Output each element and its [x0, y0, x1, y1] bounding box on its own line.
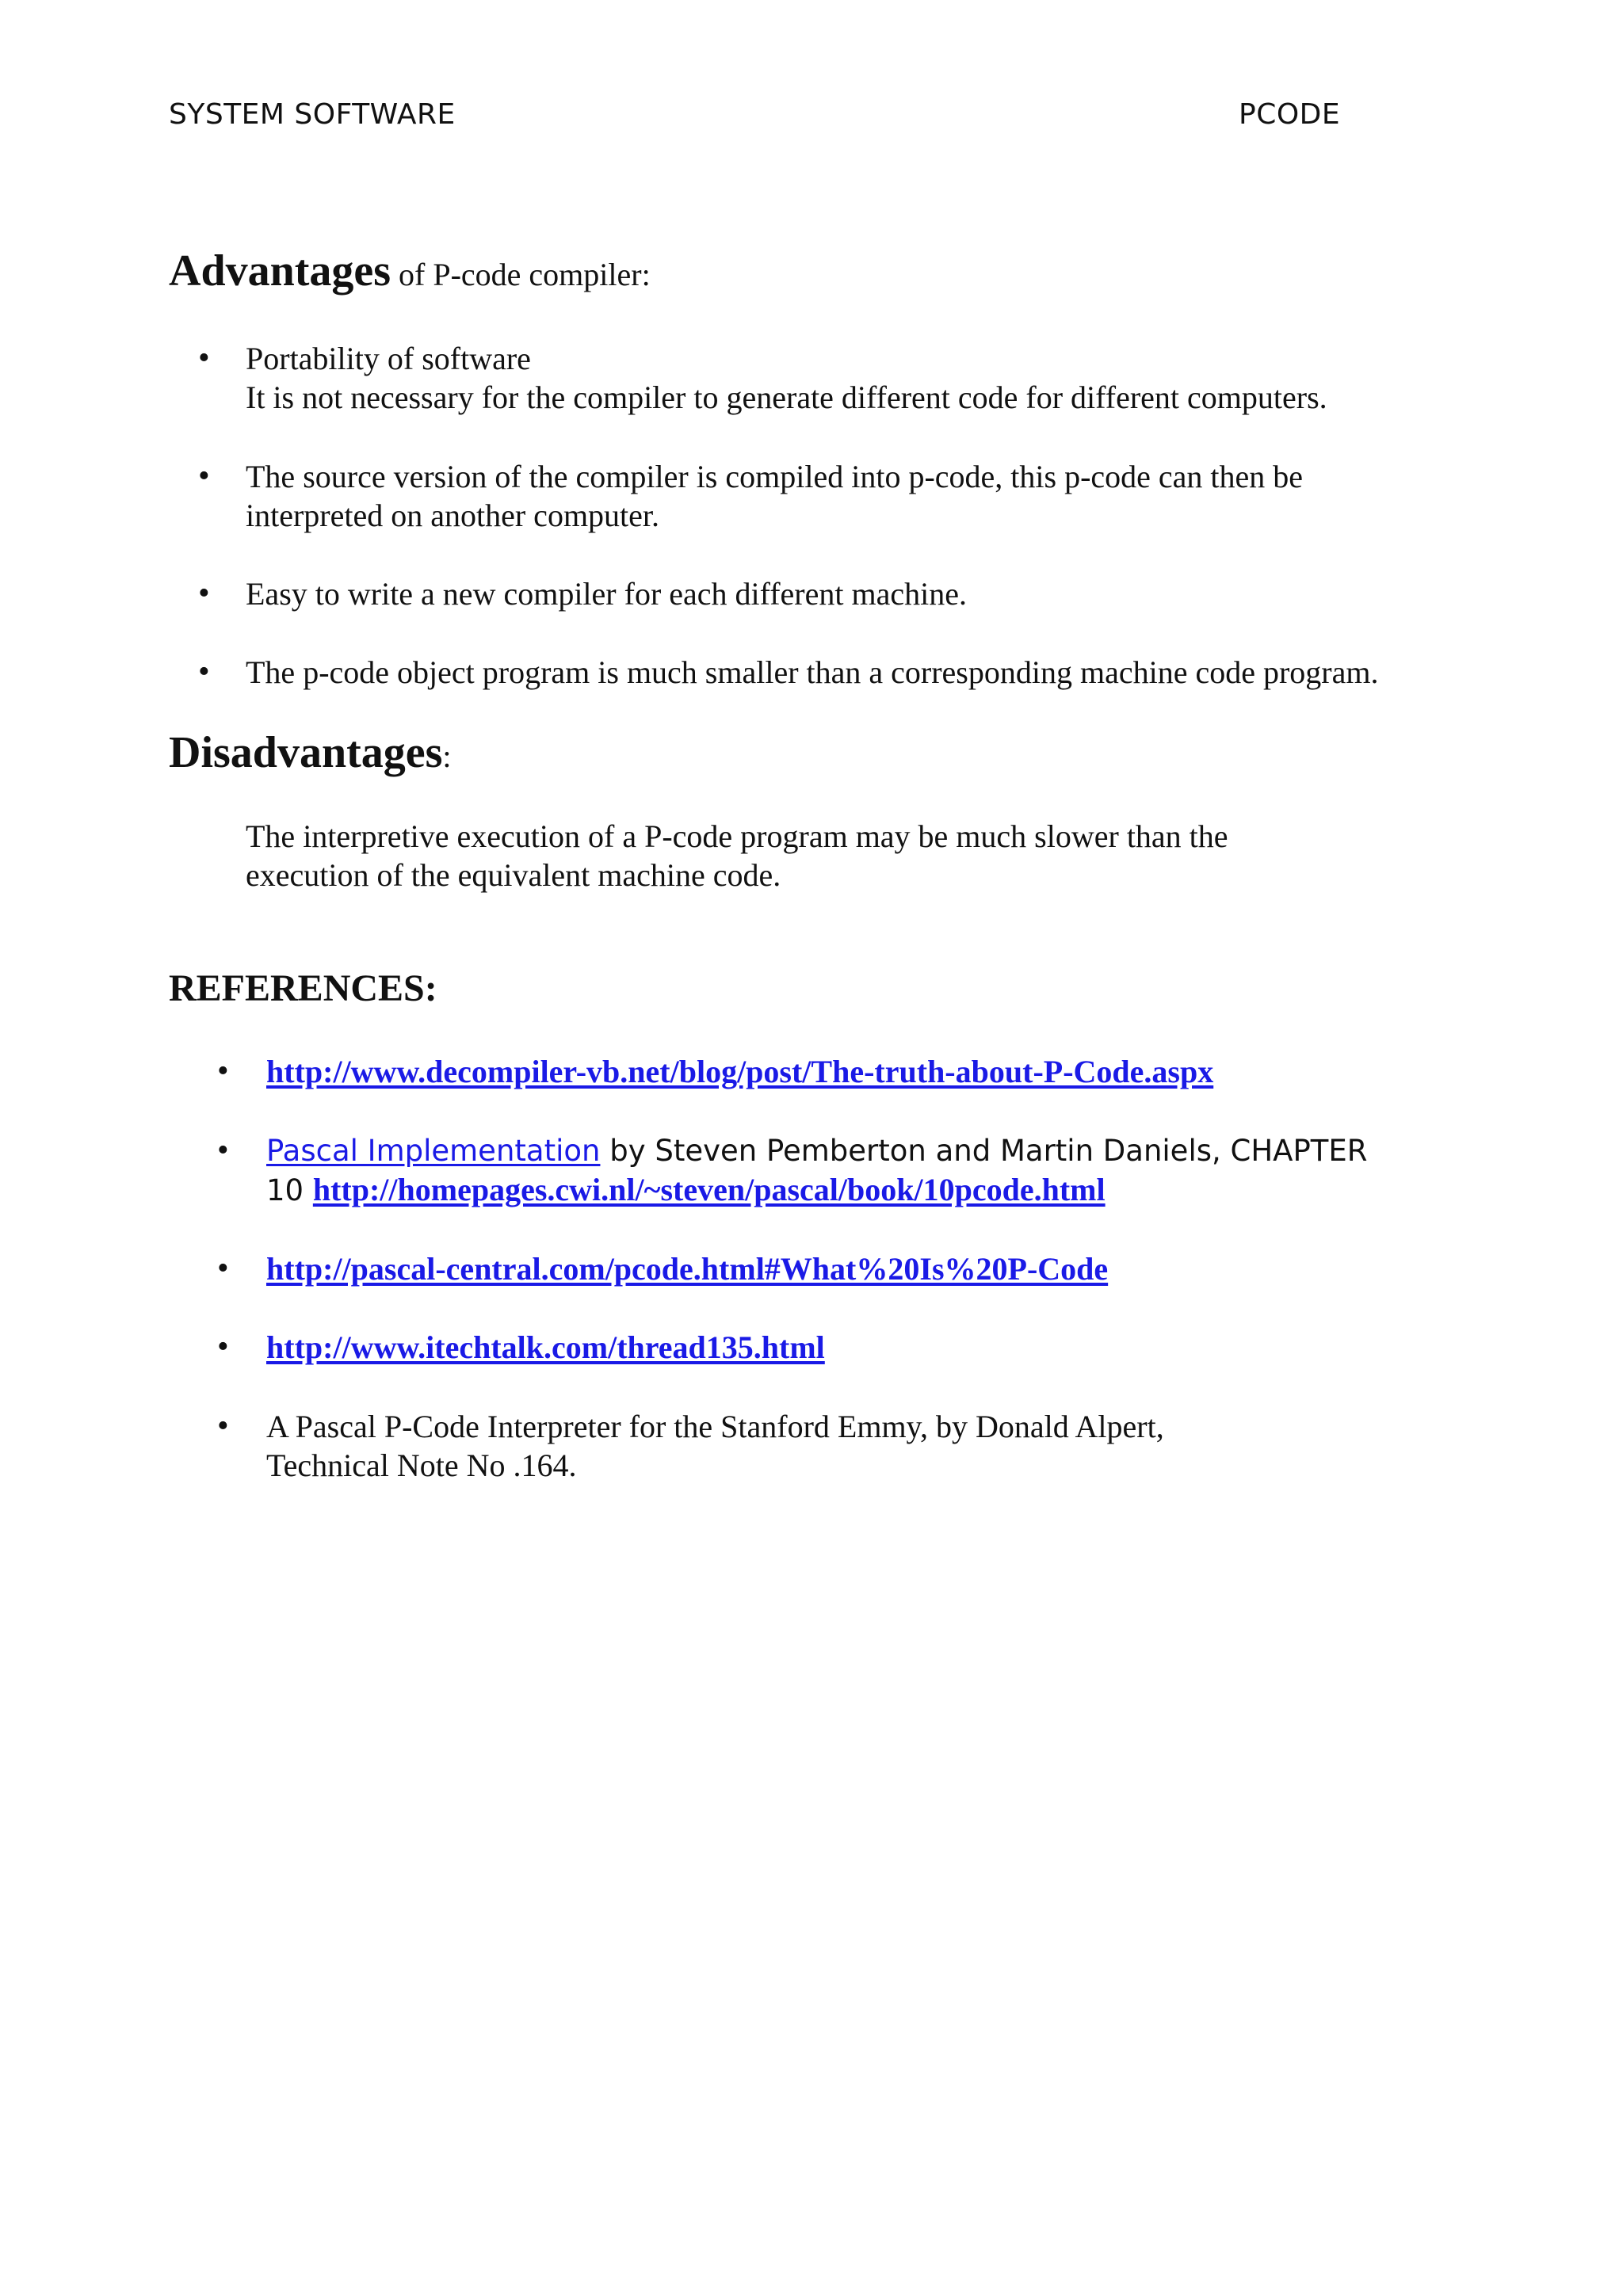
disadvantages-title: Disadvantages: [169, 728, 443, 777]
advantage-item: [246, 457, 1303, 535]
disadvantages-heading: [169, 727, 452, 778]
bullet-icon: •: [217, 1132, 229, 1169]
bullet-icon: •: [217, 1250, 229, 1287]
advantage-item-line: It is not necessary for the compiler to generate different code for different computers.: [246, 379, 1327, 415]
advantage-item-line: Portability of software: [246, 341, 531, 376]
disadvantages-suffix: :: [442, 738, 452, 774]
reference-line: [266, 1131, 1368, 1170]
reference-line: A Pascal P-Code Interpreter for the Stanford Emmy, by Donald Alpert,: [266, 1409, 1164, 1444]
reference-link[interactable]: http://www.decompiler-vb.net/blog/post/The-truth-about-P-Code.aspx: [266, 1054, 1214, 1089]
reference-line: [266, 1170, 1368, 1210]
reference-item: [266, 1328, 825, 1367]
advantage-item: [246, 339, 1327, 417]
reference-item: [266, 1249, 1108, 1288]
advantage-item-line: Easy to write a new compiler for each different machine.: [246, 576, 967, 612]
bullet-icon: •: [198, 654, 210, 690]
advantage-item: [246, 574, 967, 613]
reference-item: [266, 1407, 1164, 1485]
advantage-item-line: The p-code object program is much smaller than a corresponding machine code program.: [246, 654, 1379, 690]
bullet-icon: •: [217, 1329, 229, 1365]
bullet-icon: •: [198, 340, 210, 376]
bullet-icon: •: [198, 458, 210, 494]
bullet-icon: •: [217, 1408, 229, 1444]
reference-text: 10: [266, 1173, 313, 1207]
advantage-item-line: The source version of the compiler is compiled into p-code, this p-code can then be: [246, 459, 1304, 494]
reference-link[interactable]: Pascal Implementation: [266, 1134, 601, 1168]
advantage-item: [246, 653, 1379, 692]
reference-link[interactable]: http://www.itechtalk.com/thread135.html: [266, 1329, 825, 1365]
reference-text: by Steven Pemberton and Martin Daniels, CHAPTER: [600, 1134, 1368, 1168]
advantages-suffix: of P-code compiler:: [391, 257, 651, 292]
reference-line: Technical Note No .164.: [266, 1447, 577, 1483]
reference-link[interactable]: http://homepages.cwi.nl/~steven/pascal/book/10pcode.html: [312, 1172, 1106, 1207]
bullet-icon: •: [217, 1053, 229, 1089]
disadvantages-paragraph: [246, 817, 1228, 894]
advantage-item-line: interpreted on another computer.: [246, 498, 660, 533]
header-right: PCODE: [1239, 98, 1341, 131]
reference-item: [266, 1131, 1368, 1210]
bullet-icon: •: [198, 575, 210, 612]
header-left: SYSTEM SOFTWARE: [169, 98, 456, 131]
reference-item: [266, 1052, 1213, 1091]
reference-link[interactable]: http://pascal-central.com/pcode.html#What%20Is%20P-Code: [266, 1251, 1109, 1287]
advantages-title: Advantages: [169, 246, 391, 296]
references-heading: REFERENCES:: [169, 967, 437, 1009]
disadvantages-line: execution of the equivalent machine code.: [246, 857, 781, 893]
advantages-heading: [169, 246, 651, 296]
disadvantages-line: The interpretive execution of a P-code program may be much slower than the: [246, 818, 1228, 854]
